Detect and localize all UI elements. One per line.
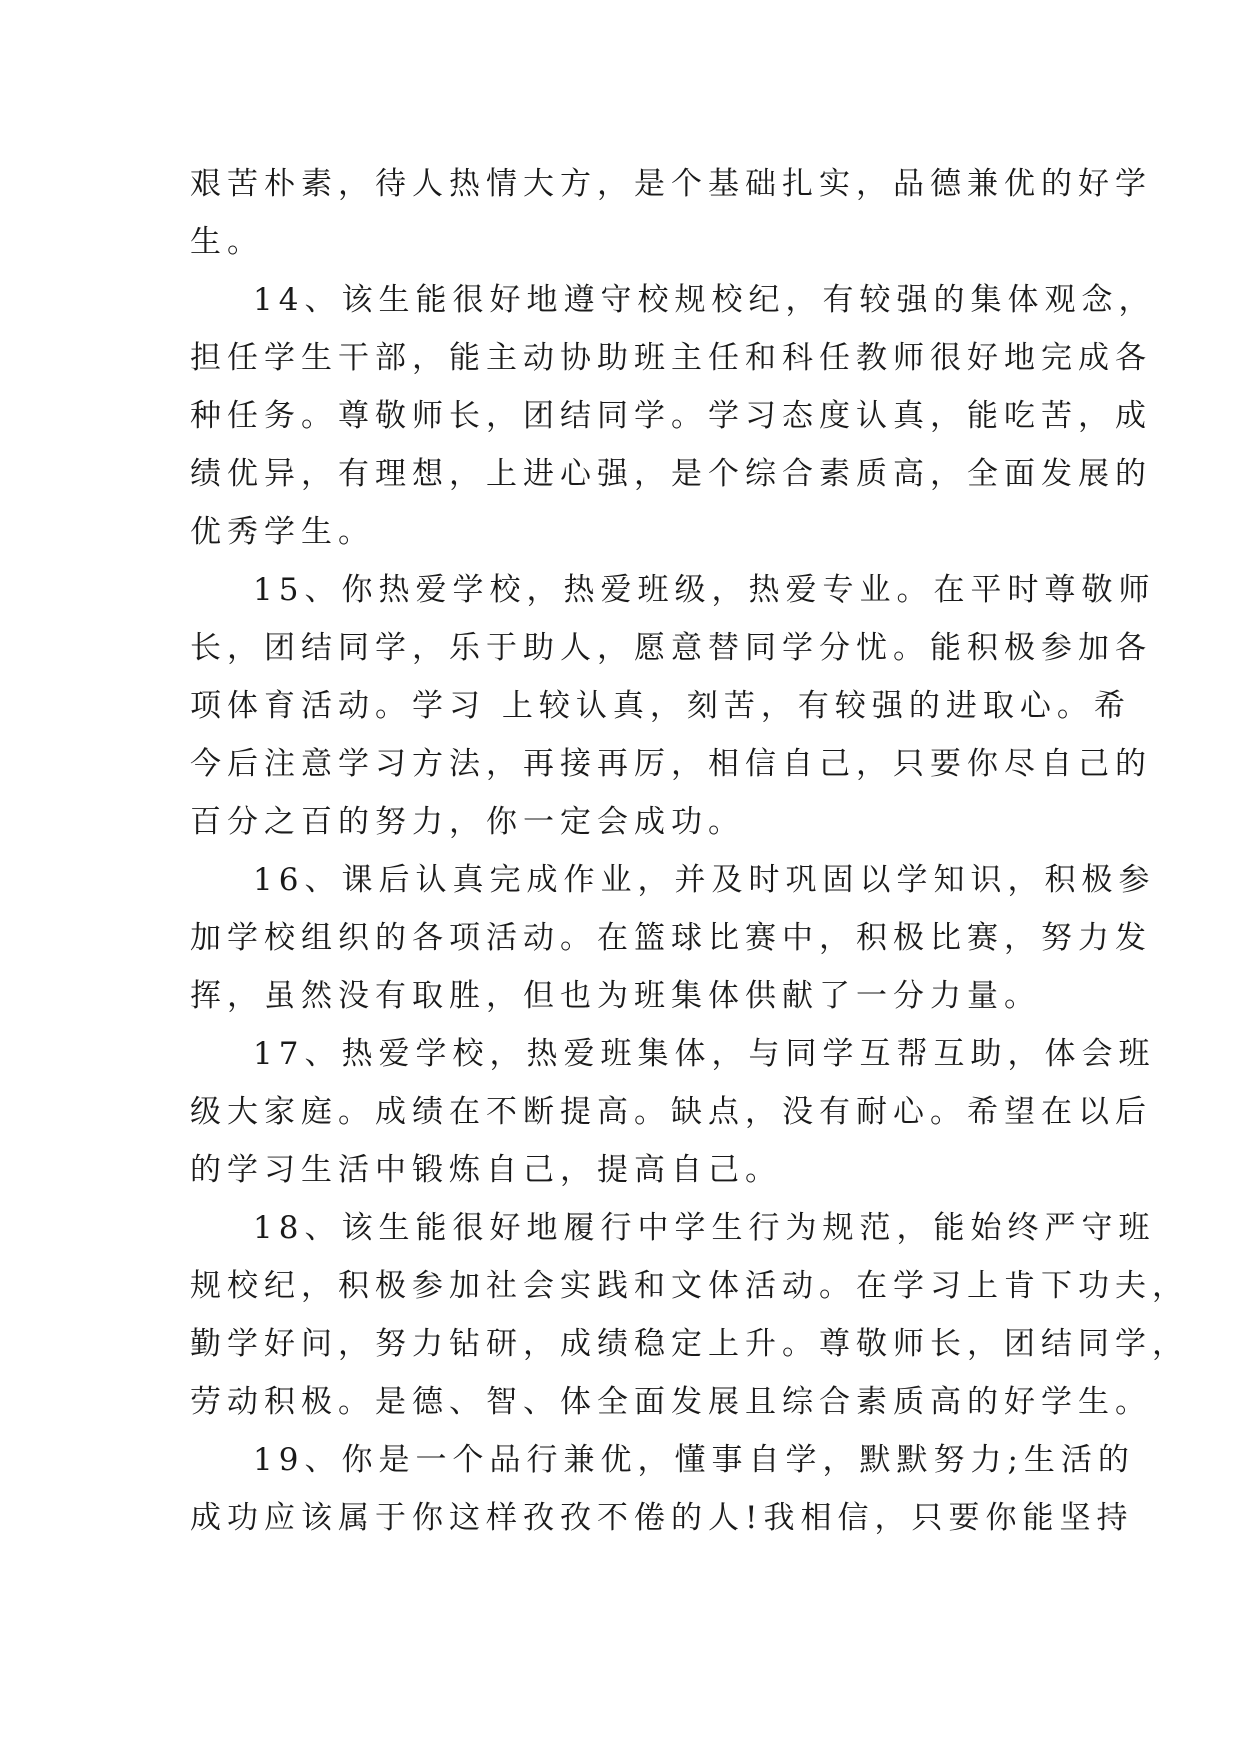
paragraph-16-first-line: 16、课后认真完成作业，并及时巩固以学知识，积极参 — [253, 862, 1156, 898]
text-line: 级大家庭。成绩在不断提高。缺点，没有耐心。希望在以后 — [190, 1094, 1152, 1130]
paragraph-19-first-line: 19、你是一个品行兼优，懂事自学，默默努力;生活的 — [253, 1442, 1135, 1478]
paragraph-18-first-line: 18、该生能很好地履行中学生行为规范，能始终严守班 — [253, 1210, 1156, 1246]
paragraph-15-first-line: 15、你热爱学校，热爱班级，热爱专业。在平时尊敬师 — [253, 572, 1156, 608]
text-line: 担任学生干部，能主动协助班主任和科任教师很好地完成各 — [190, 340, 1152, 376]
text-line: 绩优异，有理想，上进心强，是个综合素质高，全面发展的 — [190, 456, 1152, 492]
text-line: 勤学好问，努力钻研，成绩稳定上升。尊敬师长，团结同学， — [190, 1326, 1189, 1362]
paragraph-14-first-line: 14、该生能很好地遵守校规校纪，有较强的集体观念， — [253, 282, 1156, 318]
text-line: 加学校组织的各项活动。在篮球比赛中，积极比赛，努力发 — [190, 920, 1152, 956]
text-line: 生。 — [190, 224, 264, 260]
text-line: 长，团结同学，乐于助人，愿意替同学分忧。能积极参加各 — [190, 630, 1152, 666]
text-line: 今后注意学习方法，再接再厉，相信自己，只要你尽自己的 — [190, 746, 1152, 782]
text-line: 规校纪，积极参加社会实践和文体活动。在学习上肯下功夫， — [190, 1268, 1189, 1304]
text-line: 项体育活动。学习 上较认真，刻苦，有较强的进取心。希 — [190, 688, 1131, 724]
text-line: 挥，虽然没有取胜，但也为班集体供献了一分力量。 — [190, 978, 1041, 1014]
text-line: 成功应该属于你这样孜孜不倦的人!我相信，只要你能坚持 — [190, 1500, 1134, 1536]
text-line: 劳动积极。是德、智、体全面发展且综合素质高的好学生。 — [190, 1384, 1152, 1420]
text-line: 优秀学生。 — [190, 514, 375, 550]
text-line: 种任务。尊敬师长，团结同学。学习态度认真，能吃苦，成 — [190, 398, 1152, 434]
text-line: 的学习生活中锻炼自己，提高自己。 — [190, 1152, 782, 1188]
paragraph-17-first-line: 17、热爱学校，热爱班集体，与同学互帮互助，体会班 — [253, 1036, 1156, 1072]
text-line: 艰苦朴素，待人热情大方，是个基础扎实，品德兼优的好学 — [190, 166, 1152, 202]
text-line: 百分之百的努力，你一定会成功。 — [190, 804, 745, 840]
